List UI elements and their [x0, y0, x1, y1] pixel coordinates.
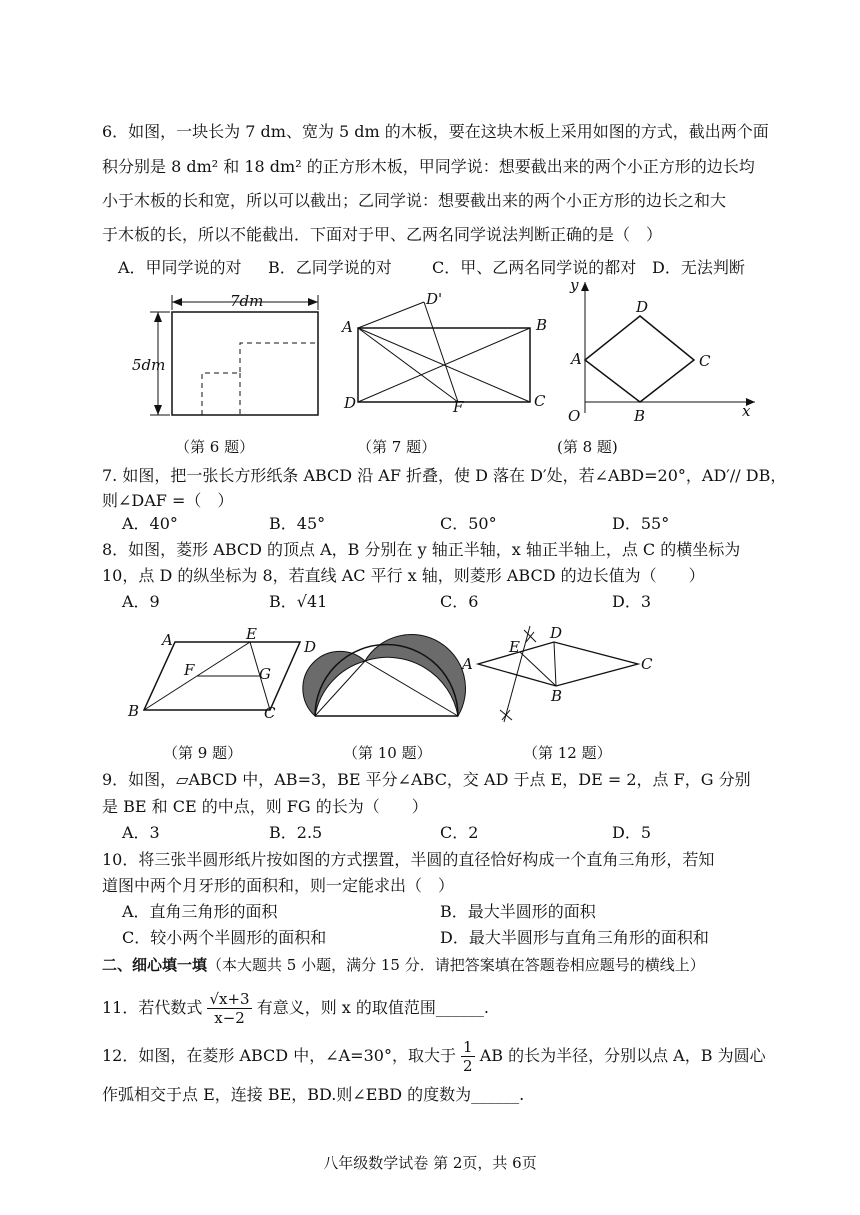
q6-option-c: C．甲、乙两名同学说的都对: [432, 258, 637, 277]
q6-option-d: D．无法判断: [652, 258, 745, 277]
fig7-label-d-prime: D': [426, 290, 443, 308]
fig9-label-b: B: [128, 702, 140, 720]
fig12-label-b: B: [551, 687, 563, 705]
fig9-label-e: E: [246, 625, 257, 643]
fig8-label-d: D: [636, 298, 649, 316]
fig8-label-y: y: [570, 276, 579, 294]
q7-option-a: A．40°: [122, 514, 178, 533]
q10-option-a: A．直角三角形的面积: [122, 902, 278, 921]
fig8-label-b: B: [634, 407, 646, 425]
fig9-label-a: A: [162, 631, 173, 649]
fig8-label-x: x: [742, 402, 751, 420]
q9-line-2: 是 BE 和 CE 的中点，则 FG 的长为（ ）: [102, 797, 428, 816]
fig7-label-f: F: [453, 398, 464, 416]
q9-option-b: B．2.5: [269, 823, 323, 842]
fig7-caption: （第 7 题）: [357, 438, 437, 456]
q10-option-c: C．较小两个半圆形的面积和: [122, 928, 327, 947]
section-2-note: （本大题共 5 小题，满分 15 分．请把答案填在答题卷相应题号的横线上）: [207, 956, 705, 974]
q7-option-c: C．50°: [440, 514, 497, 533]
figure-9: [120, 625, 320, 725]
fig12-label-a: A: [462, 655, 473, 673]
q11-line: [102, 988, 489, 1028]
q12-frac-den: 2: [463, 1057, 473, 1075]
figure-10: [310, 625, 470, 725]
fig6-width-label: 5dm: [132, 356, 166, 374]
q9-option-d: D．5: [612, 823, 652, 842]
q12-prefix: 12．如图，在菱形 ABCD 中，∠A=30°，取大于: [102, 1046, 456, 1065]
q8-line-1: 8．如图，菱形 ABCD 的顶点 A，B 分别在 y 轴正半轴，x 轴正半轴上，点 C 的横坐标为: [102, 540, 741, 559]
fig12-label-d: D: [550, 624, 563, 642]
fig9-label-g: G: [259, 665, 271, 683]
fig7-label-b: B: [536, 316, 548, 334]
q11-numerator: √x+3: [209, 990, 250, 1008]
q7-option-b: B．45°: [269, 514, 326, 533]
q9-line-1: 9．如图，▱ABCD 中，AB=3，BE 平分∠ABC，交 AD 于点 E，DE = 2，点 F，G 分别: [102, 770, 751, 789]
fig9-label-f: F: [184, 661, 195, 679]
q9-option-c: C．2: [440, 823, 479, 842]
q7-line-1: 7. 如图，把一张长方形纸条 ABCD 沿 AF 折叠，使 D 落在 D′处，若∠ABD=20°，AD′// DB，: [102, 466, 787, 485]
q10-line-1: 10．将三张半圆形纸片按如图的方式摆置，半圆的直径恰好构成一个直角三角形，若知: [102, 850, 715, 869]
fig12-caption: （第 12 题）: [523, 744, 612, 762]
q7-line-2: 则∠DAF =（ ）: [102, 491, 234, 510]
fig9-label-d: D: [304, 638, 317, 656]
figure-12: [458, 622, 658, 732]
fig7-label-d: D: [344, 394, 357, 412]
fig7-label-c: C: [534, 392, 546, 410]
q12-suffix: AB 的长为半径，分别以点 A，B 为圆心: [479, 1046, 766, 1065]
q11-denominator: x−2: [214, 1009, 245, 1027]
fig12-label-e: E: [509, 638, 520, 656]
figure-6: [130, 290, 330, 430]
q7-option-d: D．55°: [612, 514, 670, 533]
q10-line-2: 道图中两个月牙形的面积和，则一定能求出（ ）: [102, 876, 455, 895]
q6-line-1: 6．如图，一块长为 7 dm、宽为 5 dm 的木板，要在这块木板上采用如图的方式，截出两个面: [102, 122, 769, 141]
q8-option-c: C．6: [440, 592, 479, 611]
q11-prefix: 11．若代数式: [102, 998, 203, 1017]
q12-frac-num: 1: [463, 1038, 473, 1056]
fig12-label-c: C: [641, 655, 653, 673]
page-footer: 八年级数学试卷 第 2页，共 6页: [323, 1154, 537, 1172]
q10-option-d: D．最大半圆形与直角三角形的面积和: [440, 928, 709, 947]
fig6-length-label: 7dm: [230, 292, 264, 310]
fig8-label-o: O: [568, 407, 581, 425]
q12-line-1: [102, 1036, 766, 1076]
q6-option-b: B．乙同学说的对: [268, 258, 392, 277]
q6-line-2: 积分别是 8 dm² 和 18 dm² 的正方形木板，甲同学说：想要截出来的两个小正方形的边长均: [102, 157, 755, 176]
fig7-label-a: A: [342, 318, 353, 336]
q6-option-a: A．甲同学说的对: [118, 258, 242, 277]
q9-option-a: A．3: [122, 823, 160, 842]
q8-option-a: A．9: [122, 592, 160, 611]
q11-suffix: 有意义，则 x 的取值范围______.: [256, 998, 489, 1017]
q11-fraction: [207, 990, 251, 1027]
q8-option-d: D．3: [612, 592, 652, 611]
q12-line-2: 作弧相交于点 E，连接 BE，BD.则∠EBD 的度数为______.: [102, 1085, 525, 1104]
q12-fraction: [461, 1038, 475, 1075]
fig8-label-c: C: [699, 352, 711, 370]
fig6-caption: （第 6 题）: [175, 438, 255, 456]
figure-7: [340, 290, 550, 420]
section-2-heading: [102, 955, 705, 975]
fig8-caption: (第 8 题): [557, 438, 618, 456]
q6-line-4: 于木板的长，所以不能截出．下面对于甲、乙两名同学说法判断正确的是（ ）: [102, 225, 663, 244]
fig9-caption: （第 9 题）: [163, 744, 243, 762]
fig10-caption: （第 10 题）: [343, 744, 432, 762]
figure-8: [560, 278, 760, 428]
section-2-title: 二、细心填一填: [102, 956, 208, 974]
fig9-label-c: C: [264, 704, 276, 722]
q6-line-3: 小于木板的长和宽，所以可以截出；乙同学说：想要截出来的两个小正方形的边长之和大: [102, 191, 727, 210]
q10-option-b: B．最大半圆形的面积: [440, 902, 596, 921]
fig8-label-a: A: [571, 350, 582, 368]
q8-line-2: 10，点 D 的纵坐标为 8，若直线 AC 平行 x 轴，则菱形 ABCD 的边长值为（ ）: [102, 566, 705, 585]
q8-option-b: B．√41: [269, 592, 328, 611]
